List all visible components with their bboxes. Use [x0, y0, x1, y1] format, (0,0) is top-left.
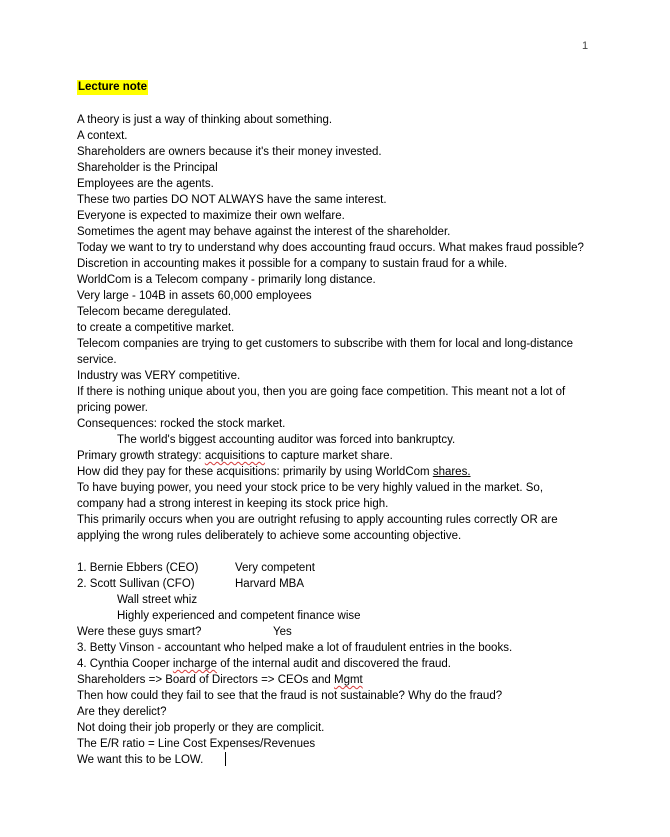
person-row: 2. Scott Sullivan (CFO) Harvard MBA: [77, 578, 305, 590]
text-line: Then how could they fail to see that the fraud is not sustainable? Why do the fraud?: [77, 690, 503, 702]
text-line: Sometimes the agent may behave against the interest of the shareholder.: [77, 226, 451, 238]
person-row: 1. Bernie Ebbers (CEO) Very competent: [77, 562, 315, 574]
text-line: Everyone is expected to maximize their own welfare.: [77, 210, 345, 222]
text-line: Consequences: rocked the stock market.: [77, 418, 286, 430]
text-line: Are they derelict?: [77, 706, 167, 718]
last-line: We want this to be LOW.: [77, 752, 592, 768]
text-line: 3. Betty Vinson - accountant who helped make a lot of fraudulent entries in the books.: [77, 642, 513, 654]
text-line: Highly experienced and competent finance wise: [117, 610, 361, 622]
text-line: These two parties DO NOT ALWAYS have the same interest.: [77, 194, 387, 206]
text-line: Telecom companies are trying to get customers to subscribe with them for local and long-distance service.: [77, 338, 574, 366]
text-line: To have buying power, you need your stock price to be very highly valued in the market. So, company had a strong interest in keeping its stock price high.: [77, 482, 544, 510]
text-line: The world's biggest accounting auditor was forced into bankruptcy.: [117, 434, 456, 446]
text-line: This primarily occurs when you are outright refusing to apply accounting rules correctly OR are applying the wrong rules deliberately to achieve some accounting objective.: [77, 514, 558, 542]
text-line: A theory is just a way of thinking about something.: [77, 114, 333, 126]
text-line: to create a competitive market.: [77, 322, 235, 334]
blank-line: [77, 544, 592, 560]
spell-flag: incharge: [172, 658, 218, 670]
chain-line: Shareholders => Board of Directors => CEOs and Mgmt: [77, 674, 363, 686]
text-line: Telecom became deregulated.: [77, 306, 232, 318]
smart-question-row: Were these guys smart? Yes: [77, 626, 292, 638]
text-line: Very large - 104B in assets 60,000 employees: [77, 290, 312, 302]
text-cursor: [225, 752, 226, 766]
text-line: The E/R ratio = Line Cost Expenses/Revenues: [77, 738, 316, 750]
underlined-word: shares.: [432, 466, 471, 478]
text-line: Shareholders are owners because it's their money invested.: [77, 146, 382, 158]
spell-flag: Mgmt: [333, 674, 363, 686]
text-line: Discretion in accounting makes it possible for a company to sustain fraud for a while.: [77, 258, 508, 270]
spell-flag: acquisitions: [204, 450, 265, 462]
text-line: Not doing their job properly or they are complicit.: [77, 722, 325, 734]
text-line: Employees are the agents.: [77, 178, 214, 190]
cynthia-line: 4. Cynthia Cooper incharge of the internal audit and discovered the fraud.: [77, 658, 452, 670]
text-line: Wall street whiz: [117, 594, 198, 606]
growth-strategy-line: Primary growth strategy: acquisitions to capture market share.: [77, 450, 393, 462]
page-title: Lecture note: [78, 81, 148, 93]
text-line: If there is nothing unique about you, then you are going face competition. This meant not a lot of pricing power.: [77, 386, 566, 414]
document-body[interactable]: [77, 112, 592, 768]
text-line: WorldCom is a Telecom company - primarily long distance.: [77, 274, 376, 286]
payment-line: How did they pay for these acquisitions: primarily by using WorldCom shares.: [77, 466, 471, 478]
page-number: 1: [582, 40, 589, 52]
text-line: Shareholder is the Principal: [77, 162, 218, 174]
text-line: A context.: [77, 130, 128, 142]
text-line: Industry was VERY competitive.: [77, 370, 241, 382]
text-line: Today we want to try to understand why does accounting fraud occurs. What makes fraud possible?: [77, 242, 584, 254]
